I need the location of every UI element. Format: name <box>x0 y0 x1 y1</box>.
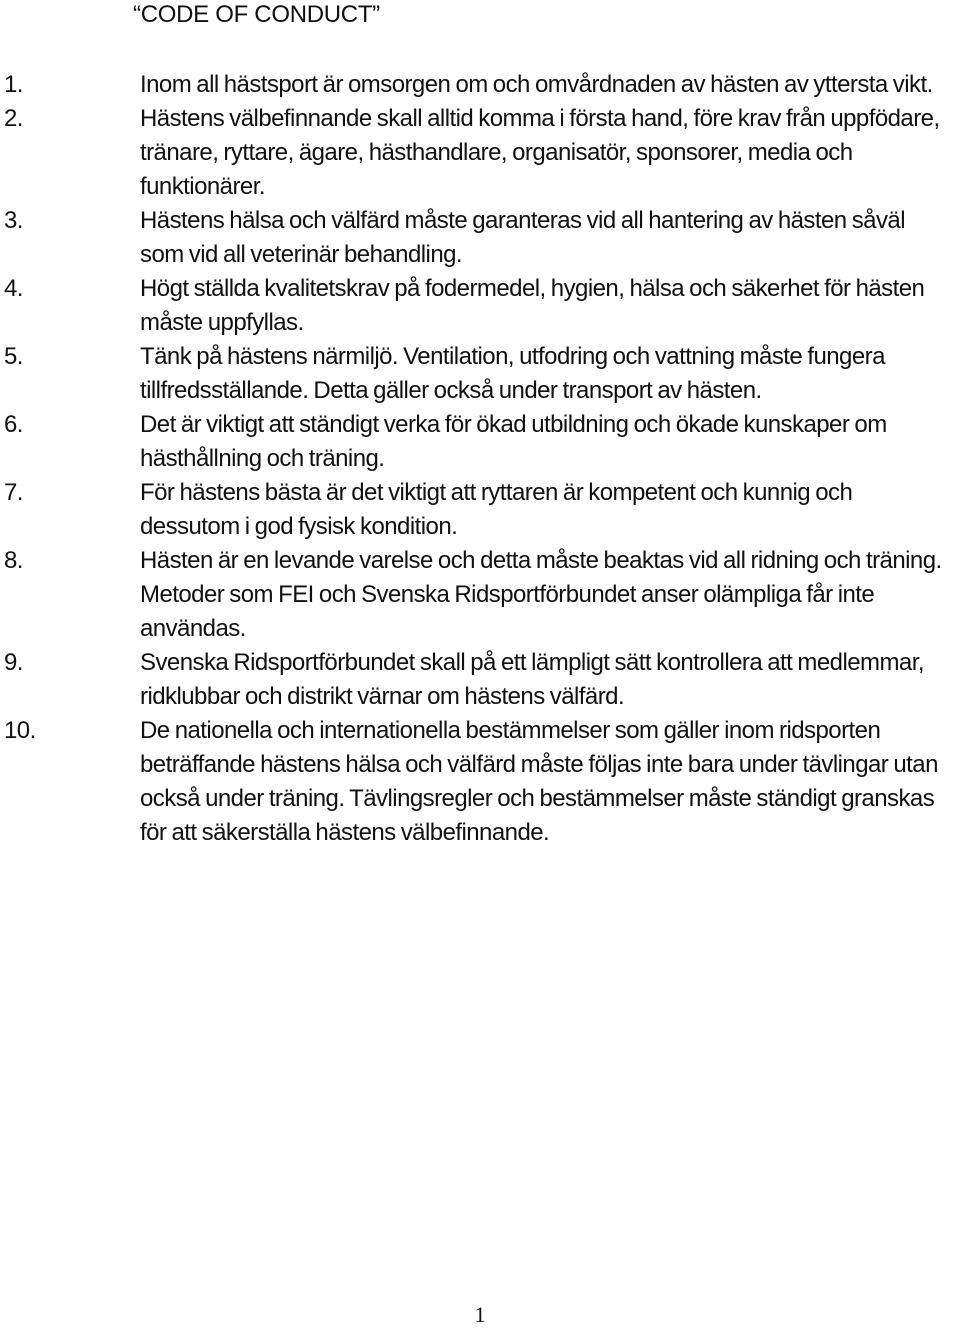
list-item-text: Svenska Ridsportförbundet skall på ett lämpligt sätt kontrollera att medlemmar, ridklubbar och distrikt värnar om hästens välfärd. <box>140 649 924 710</box>
list-item-number: 8. <box>4 547 23 574</box>
list-item <box>0 408 960 476</box>
list-item <box>0 272 960 340</box>
list-item-text: Tänk på hästens närmiljö. Ventilation, utfodring och vattning måste fungera tillfredsställande. Detta gäller också under transport av hästen. <box>140 343 885 404</box>
list-item <box>0 68 960 102</box>
list-item-number: 5. <box>4 343 23 370</box>
list-item-number: 3. <box>4 207 23 234</box>
list-item-text: Högt ställda kvalitetskrav på fodermedel, hygien, hälsa och säkerhet för hästen måste uppfyllas. <box>140 275 925 336</box>
list-item-number: 9. <box>4 649 23 676</box>
page-title: “CODE OF CONDUCT” <box>133 1 380 28</box>
list-item-text: Det är viktigt att ständigt verka för ökad utbildning och ökade kunskaper om hästhållning och träning. <box>140 411 887 472</box>
list-item <box>0 646 960 714</box>
list-item-text: Hästens välbefinnande skall alltid komma i första hand, före krav från uppfödare, tränare, ryttare, ägare, hästhandlare, organisatör, sponsorer, media och funktionärer. <box>140 105 940 200</box>
list-item-number: 2. <box>4 105 23 132</box>
list-item-number: 4. <box>4 275 23 302</box>
list-item-text: Hästen är en levande varelse och detta måste beaktas vid all ridning och träning. Metoder som FEI och Svenska Ridsportförbundet anser olämpliga får inte användas. <box>140 547 942 642</box>
list-item <box>0 714 960 850</box>
list-item <box>0 340 960 408</box>
list-item <box>0 544 960 646</box>
list-item <box>0 102 960 204</box>
list-item-text: Inom all hästsport är omsorgen om och omvårdnaden av hästen av yttersta vikt. <box>140 71 933 98</box>
code-of-conduct-list <box>0 68 960 850</box>
page-number: 1 <box>474 1302 486 1327</box>
list-item-number: 7. <box>4 479 23 506</box>
list-item <box>0 204 960 272</box>
list-item-text: De nationella och internationella bestämmelser som gäller inom ridsporten beträffande hästens hälsa och välfärd måste följas inte bara under tävlingar utan också under träning. Tävlingsregler och bestämmelser måste ständigt granskas för att säkerställa hästens välbefinnande. <box>140 717 938 846</box>
list-item-number: 1. <box>4 71 23 98</box>
list-item <box>0 476 960 544</box>
list-item-text: För hästens bästa är det viktigt att ryttaren är kompetent och kunnig och dessutom i god fysisk kondition. <box>140 479 853 540</box>
list-item-text: Hästens hälsa och välfärd måste garanteras vid all hantering av hästen såväl som vid all veterinär behandling. <box>140 207 905 268</box>
list-item-number: 10. <box>4 717 36 744</box>
list-item-number: 6. <box>4 411 23 438</box>
